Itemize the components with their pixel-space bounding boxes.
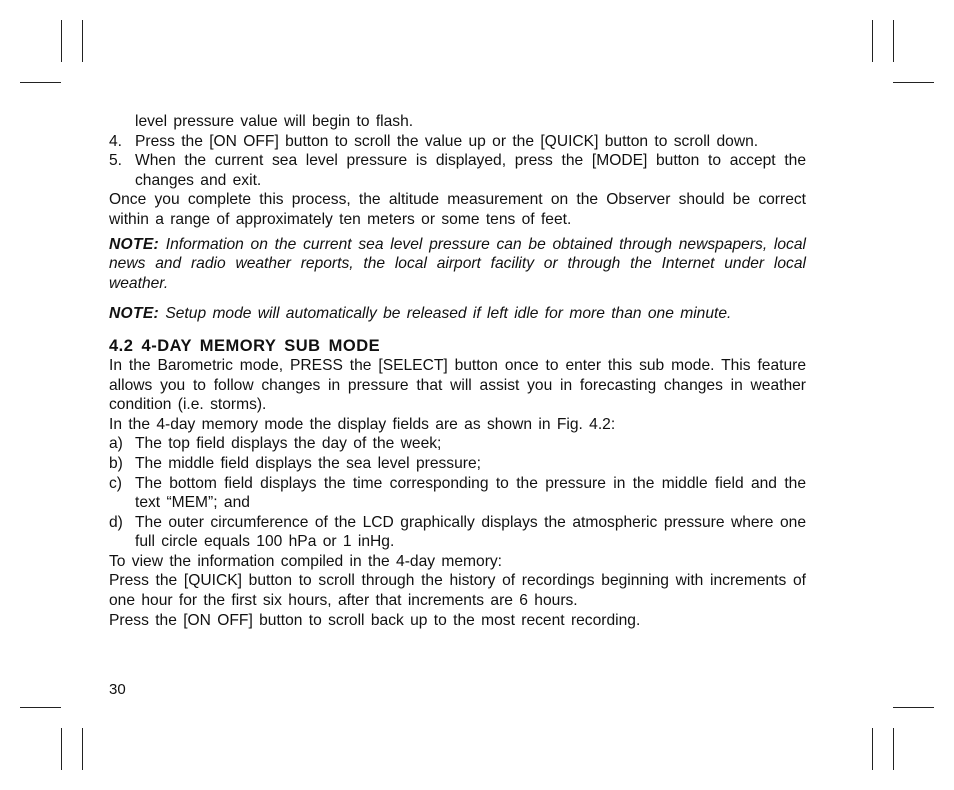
list-item-label: c) [109, 474, 122, 492]
list-item-text: The top field displays the day of the week; [135, 435, 442, 453]
list-item-label: 4. [109, 132, 123, 150]
note-label: NOTE: [109, 235, 160, 253]
list-item-text: The middle field displays the sea level pressure; [135, 454, 481, 472]
note-setup-mode [109, 304, 806, 324]
list-item-field-d [109, 513, 806, 552]
list-item-label: a) [109, 435, 123, 453]
page-content [109, 112, 806, 630]
continuation-text: level pressure value will begin to flash. [135, 113, 414, 130]
list-item-field-a [109, 434, 806, 454]
crop-mark [20, 82, 61, 83]
note-text: Information on the current sea level pressure can be obtained through newspapers, local news and radio weather reports, the local airport facility or through the Internet under local weather. [109, 235, 806, 292]
crop-mark [893, 82, 934, 83]
quick-button-instruction: Press the [QUICK] button to scroll through the history of recordings beginning with increments of one hour for the first six hours, after that increments are 6 hours. [109, 572, 806, 610]
crop-mark [872, 728, 873, 770]
onoff-button-instruction: Press the [ON OFF] button to scroll back up to the most recent recording. [109, 611, 641, 629]
crop-mark [872, 20, 873, 62]
list-item-field-b [109, 454, 806, 474]
crop-mark [893, 707, 934, 708]
list-item-step-5 [109, 151, 806, 190]
fields-intro: In the 4-day memory mode the display fields are as shown in Fig. 4.2: [109, 415, 616, 433]
list-item-text: When the current sea level pressure is displayed, press the [MODE] button to accept the changes and exit. [135, 152, 806, 189]
crop-mark [893, 20, 894, 62]
crop-mark [893, 728, 894, 770]
note-label: NOTE: [109, 305, 160, 323]
list-item-label: 5. [109, 152, 123, 170]
list-item-text: The outer circumference of the LCD graphically displays the atmospheric pressure where one full circle equals 100 hPa or 1 inHg. [135, 513, 806, 551]
crop-mark [20, 707, 61, 708]
completion-paragraph: Once you complete this process, the altitude measurement on the Observer should be correct within a range of approximately ten meters or some tens of feet. [109, 191, 806, 228]
crop-mark [61, 728, 62, 770]
view-intro: To view the information compiled in the 4-day memory: [109, 552, 503, 570]
list-item-text: The bottom field displays the time corresponding to the pressure in the middle field and the text “MEM”; and [135, 474, 806, 512]
crop-mark [82, 20, 83, 62]
note-sea-level-info [109, 235, 806, 294]
page-number: 30 [109, 681, 126, 698]
list-item-field-c [109, 474, 806, 513]
list-item-label: d) [109, 513, 123, 531]
section-heading: 4.2 4-DAY MEMORY SUB MODE [109, 336, 381, 355]
section-intro: In the Barometric mode, PRESS the [SELECT] button once to enter this sub mode. This feature allows you to follow changes in pressure that will assist you in forecasting changes in weather condition (i.e. storms). [109, 356, 806, 414]
crop-mark [61, 20, 62, 62]
note-text: Setup mode will automatically be released if left idle for more than one minute. [165, 305, 732, 323]
crop-mark [82, 728, 83, 770]
list-item-text: Press the [ON OFF] button to scroll the value up or the [QUICK] button to scroll down. [135, 132, 759, 150]
list-item-step-4 [109, 132, 806, 152]
list-item-label: b) [109, 454, 123, 472]
